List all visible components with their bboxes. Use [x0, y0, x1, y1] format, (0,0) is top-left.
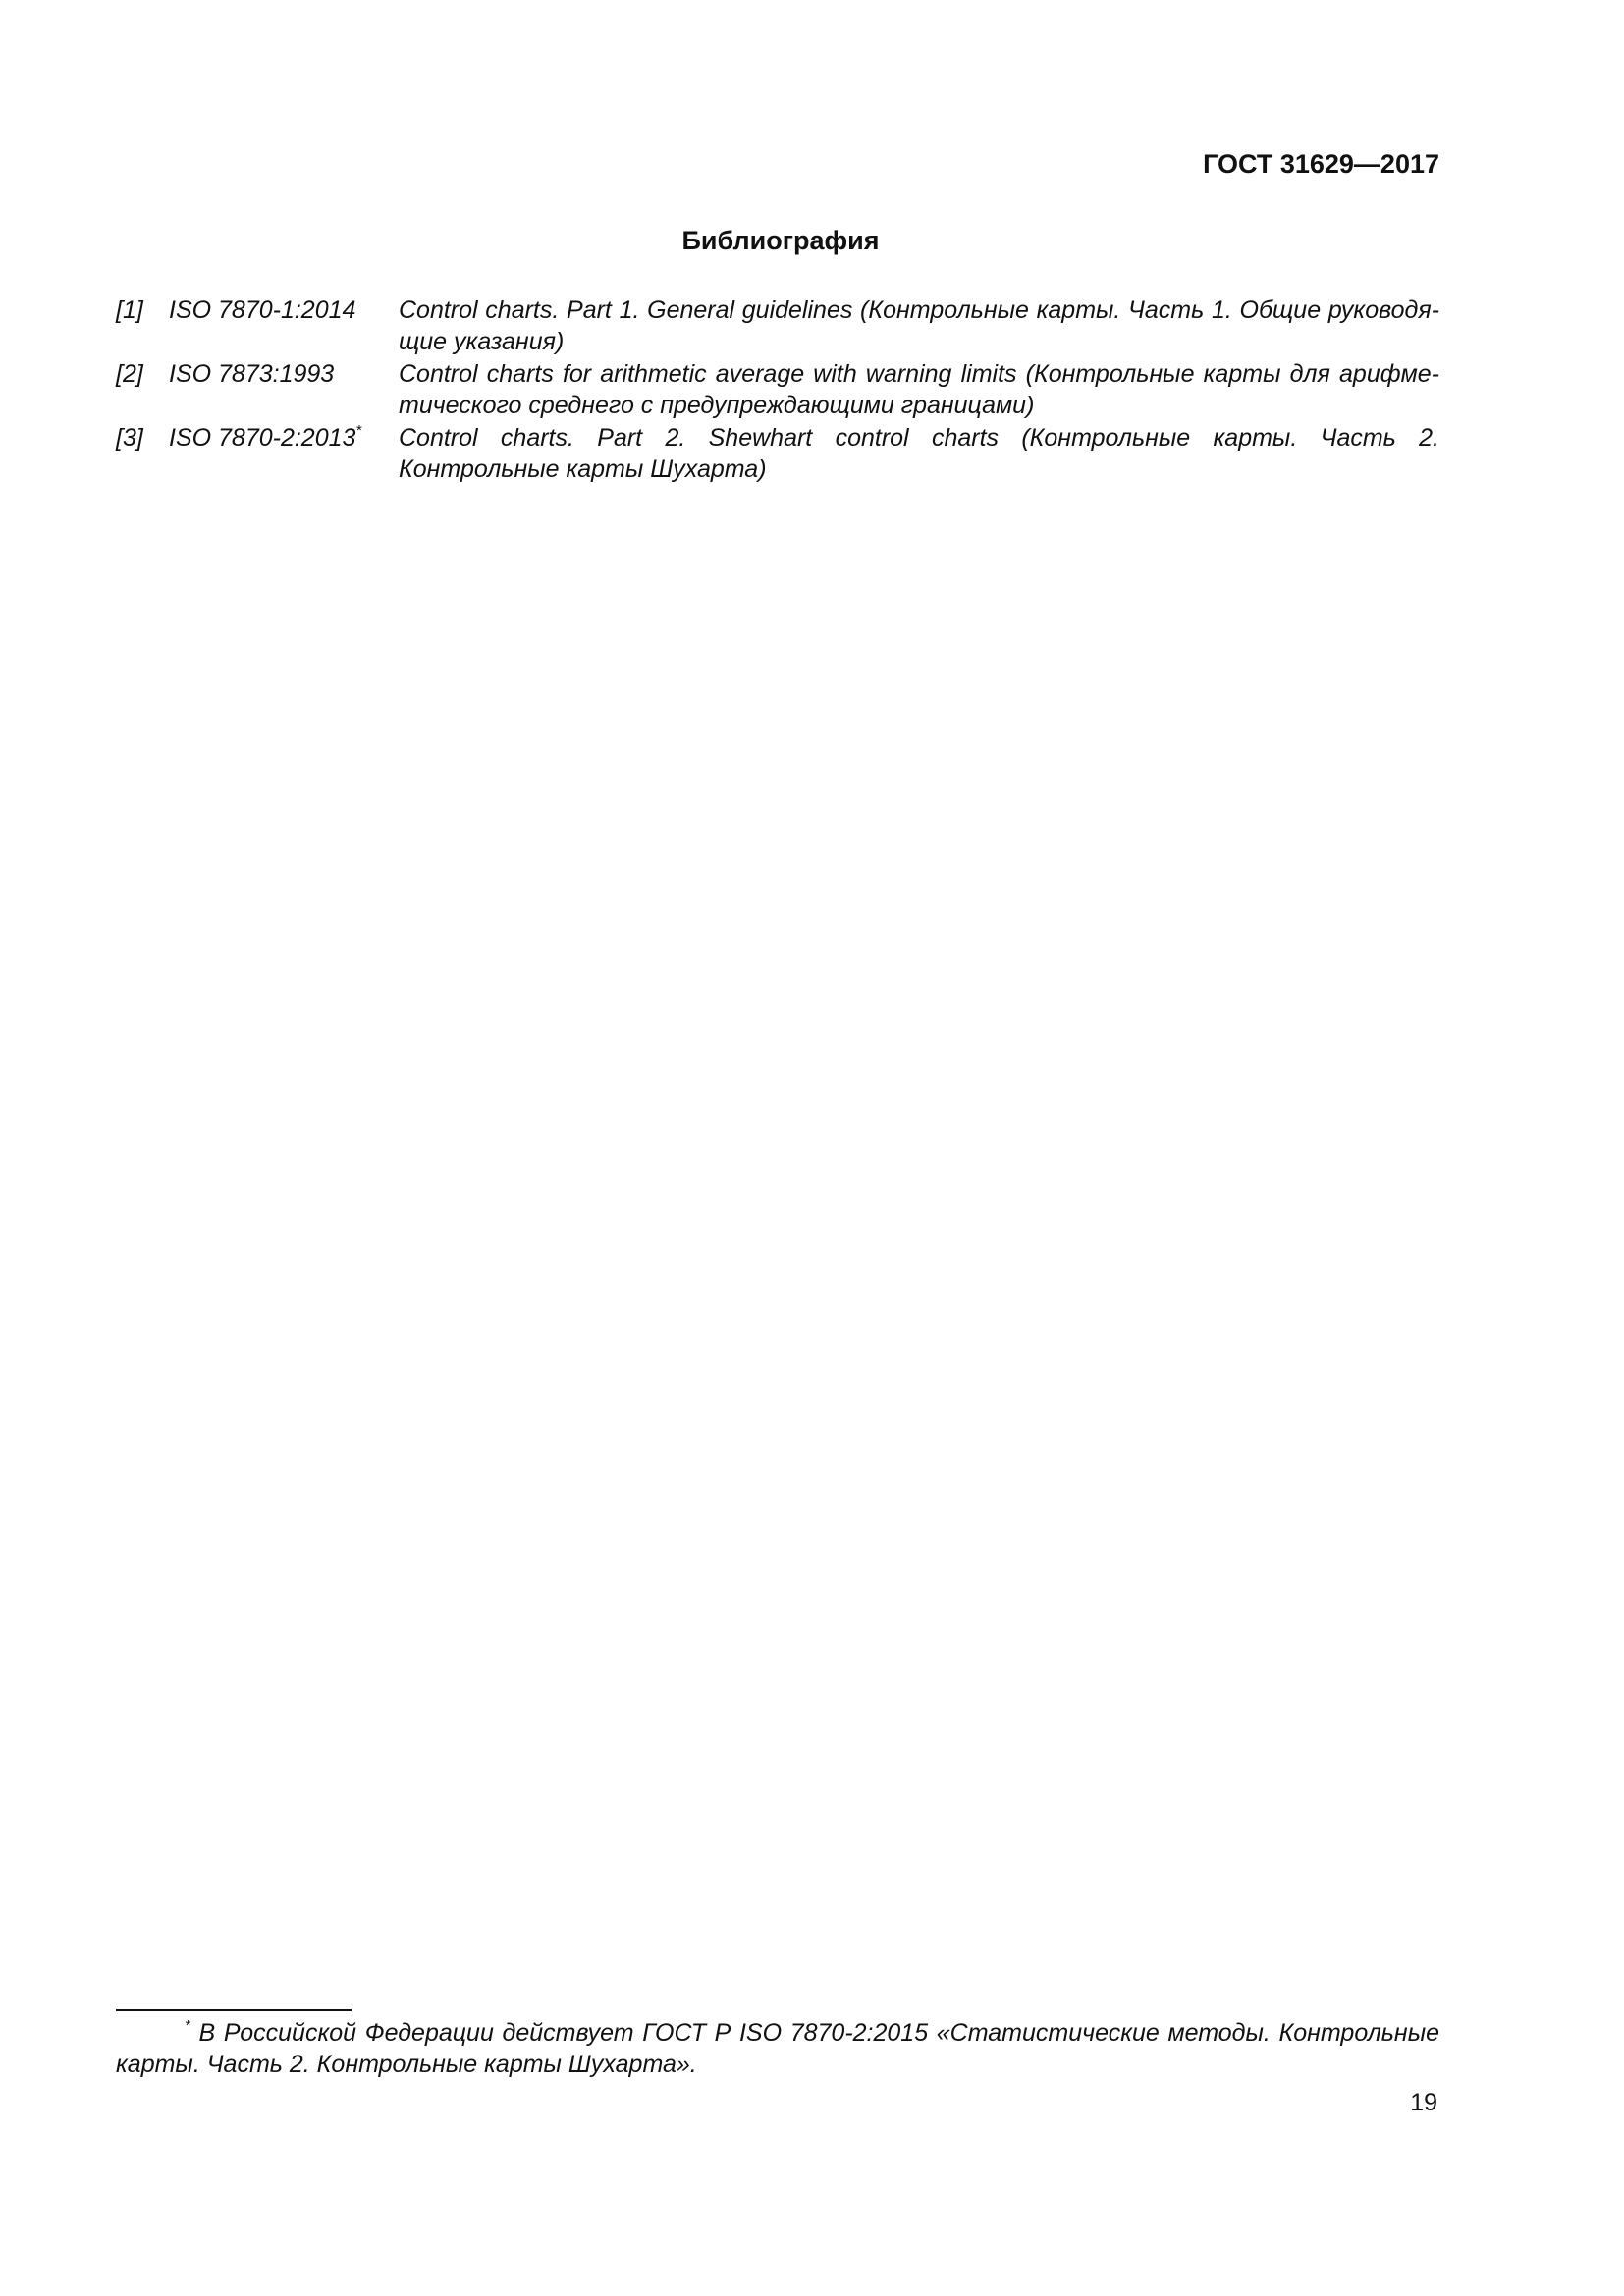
entry-footnote-mark: * [355, 422, 362, 439]
bibliography-entry [116, 358, 1439, 421]
entry-standard-code [169, 294, 399, 357]
bibliography-heading: Библиография [681, 226, 880, 255]
page-number: 19 [1410, 2089, 1437, 2116]
footnote-mark: * [185, 2017, 190, 2034]
entry-standard-code [169, 422, 399, 485]
footnote-separator [116, 2009, 352, 2011]
document-standard-code: ГОСТ 31629—2017 [1203, 149, 1439, 179]
entry-title: Control charts. Part 2. Shewhart control charts (Контрольные карты. Часть 2. Контрольные карты Шухарта) [399, 424, 1439, 483]
entry-code-text: ISO 7870-2:2013 [169, 424, 356, 452]
entry-code-text: ISO 7870-1:2014 [169, 296, 356, 324]
entry-number: [1] [116, 296, 143, 324]
entry-number: [2] [116, 360, 143, 388]
entry-code-text: ISO 7873:1993 [169, 360, 335, 388]
bibliography-list [116, 294, 1439, 486]
footnote [116, 2017, 1439, 2080]
entry-title: Control charts for arithmetic average with warning limits (Контрольные карты для арифме-тического среднего с предупреждающими границами) [399, 360, 1439, 419]
entry-number: [3] [116, 424, 143, 452]
bibliography-entry [116, 294, 1439, 357]
bibliography-entry [116, 422, 1439, 485]
entry-standard-code [169, 358, 399, 421]
footnote-text: В Российской Федерации действует ГОСТ Р ISO 7870-2:2015 «Статистические методы. Контрольные карты. Часть 2. Контрольные карты Шухарта». [116, 2019, 1439, 2078]
entry-title: Control charts. Part 1. General guidelines (Контрольные карты. Часть 1. Общие руководя-щие указания) [399, 296, 1439, 355]
